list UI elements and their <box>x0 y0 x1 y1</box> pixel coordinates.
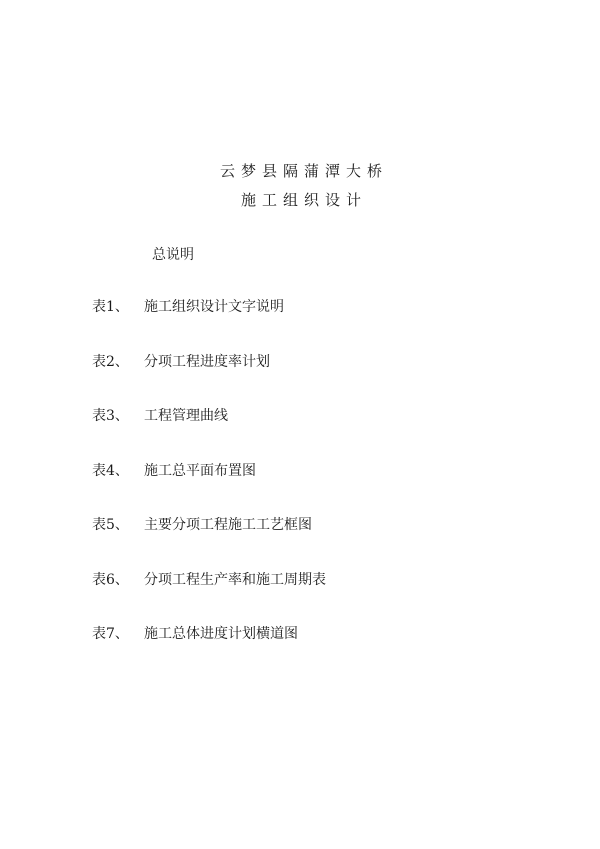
toc-item-label: 施工总体进度计划横道图 <box>144 626 298 642</box>
toc-item-label: 分项工程进度率计划 <box>144 353 270 370</box>
document-title: 云梦县隔蒲潭大桥 <box>219 162 388 180</box>
toc-item-number: 表1、 <box>92 299 129 315</box>
toc-item-number: 表4、 <box>92 462 129 479</box>
toc-item-label: 施工组织设计文字说明 <box>144 299 284 315</box>
toc-item-label: 施工总平面布置图 <box>144 462 256 479</box>
toc-item-label: 工程管理曲线 <box>144 408 228 424</box>
toc-item-1 <box>92 296 512 351</box>
toc-item-5 <box>92 514 512 569</box>
toc-item-number: 表7、 <box>92 626 129 642</box>
toc-item-4 <box>92 460 512 515</box>
toc-item-6 <box>92 569 512 624</box>
table-of-contents <box>92 296 512 678</box>
document-subtitle-title: 施工组织设计 <box>240 191 367 209</box>
toc-item-label: 主要分项工程施工工艺框图 <box>144 517 312 533</box>
toc-item-number: 表5、 <box>92 517 129 533</box>
toc-item-2 <box>92 351 512 406</box>
toc-item-3 <box>92 405 512 460</box>
toc-item-number: 表2、 <box>92 353 129 370</box>
toc-item-number: 表3、 <box>92 408 129 424</box>
toc-item-label: 分项工程生产率和施工周期表 <box>144 571 326 588</box>
toc-item-number: 表6、 <box>92 571 129 588</box>
toc-item-7 <box>92 623 512 678</box>
section-heading: 总说明 <box>152 247 194 263</box>
